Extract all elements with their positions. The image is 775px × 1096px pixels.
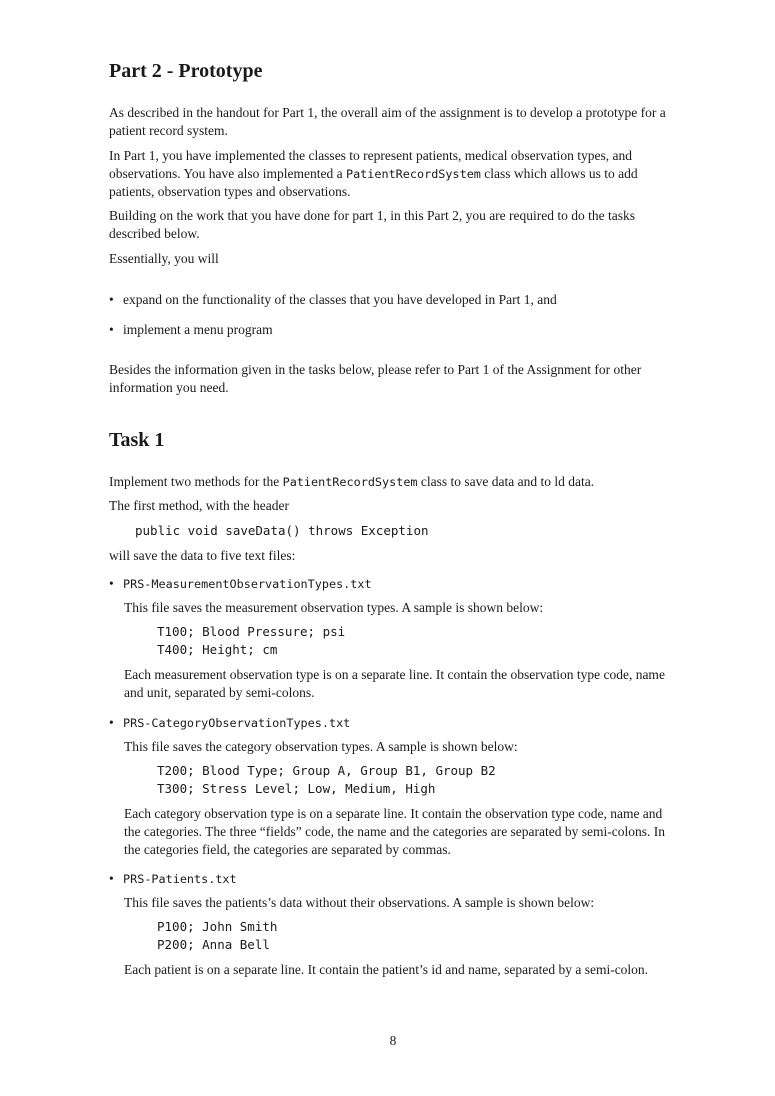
task-paragraph-2: The first method, with the header — [109, 498, 289, 513]
bullet-dot-icon: • — [109, 715, 114, 730]
intro-paragraph-1: As described in the handout for Part 1, the overall aim of the assignment is to develop a prototype for a patient record system. — [109, 105, 666, 138]
intro-paragraph-4: Essentially, you will — [109, 251, 219, 266]
intro-paragraph-2-text-a: In Part 1, you have implemented the classes to represent patients, medical observation types, and observations. You have also implemented a — [109, 148, 632, 181]
file-description: This file saves the category observation types. A sample is shown below: — [124, 739, 518, 754]
file-description: This file saves the patients’s data without their observations. A sample is shown below: — [124, 895, 595, 910]
file-description: This file saves the measurement observation types. A sample is shown below: — [124, 600, 544, 615]
file-sample-line: P200; Anna Bell — [157, 937, 270, 952]
file-sample-line: T200; Blood Type; Group A, Group B1, Group B2 — [157, 763, 496, 778]
file-name: PRS-Patients.txt — [123, 872, 237, 886]
bullet-text: expand on the functionality of the classes that you have developed in Part 1, and — [123, 292, 557, 307]
document-page — [109, 0, 679, 1096]
bullet-dot-icon: • — [109, 292, 114, 307]
file-name: PRS-MeasurementObservationTypes.txt — [123, 577, 372, 591]
file-name: PRS-CategoryObservationTypes.txt — [123, 716, 351, 730]
method-header-code: public void saveData() throws Exception — [135, 523, 429, 538]
task-paragraph-1 — [109, 473, 677, 491]
file-note: Each measurement observation type is on a separate line. It contain the observation type code, name and unit, separated by semi-colons. — [124, 667, 665, 700]
class-name-code: PatientRecordSystem — [345, 167, 481, 181]
file-sample-line: T400; Height; cm — [157, 642, 278, 657]
bullet-item — [109, 291, 557, 309]
task-paragraph-1-text-a: Implement two methods for the — [109, 474, 283, 489]
intro-paragraph-2 — [109, 147, 677, 201]
part-heading: Part 2 - Prototype — [109, 60, 263, 82]
bullet-item — [109, 321, 273, 339]
file-sample-line: T300; Stress Level; Low, Medium, High — [157, 781, 436, 796]
intro-paragraph-5: Besides the information given in the tasks below, please refer to Part 1 of the Assignment for other information you need. — [109, 362, 642, 395]
intro-paragraph-2-text-b: class which allows us to add patients, observation types and observations. — [109, 166, 638, 199]
file-item — [109, 714, 350, 732]
class-name-code: PatientRecordSystem — [282, 475, 418, 489]
file-sample-line: T100; Blood Pressure; psi — [157, 624, 346, 639]
bullet-text: implement a menu program — [123, 322, 273, 337]
task-paragraph-3: will save the data to five text files: — [109, 548, 296, 563]
bullet-dot-icon: • — [109, 576, 114, 591]
task-paragraph-1-text-b: class to save data and to ld data. — [417, 474, 595, 489]
bullet-dot-icon: • — [109, 322, 114, 337]
file-note: Each category observation type is on a separate line. It contain the observation type code, name and the categories. The three “fields” code, the name and the categories are separated by semi-colons. In the categories field, the categories are separated by commas. — [124, 806, 666, 857]
file-item — [109, 575, 372, 593]
task-heading: Task 1 — [109, 429, 165, 451]
page-number: 8 — [389, 1033, 397, 1048]
file-sample-line: P100; John Smith — [157, 919, 278, 934]
intro-paragraph-3: Building on the work that you have done for part 1, in this Part 2, you are required to do the tasks described below. — [109, 208, 636, 241]
file-item — [109, 870, 237, 888]
bullet-dot-icon: • — [109, 871, 114, 886]
file-note: Each patient is on a separate line. It contain the patient’s id and name, separated by a semi-colon. — [124, 962, 649, 977]
